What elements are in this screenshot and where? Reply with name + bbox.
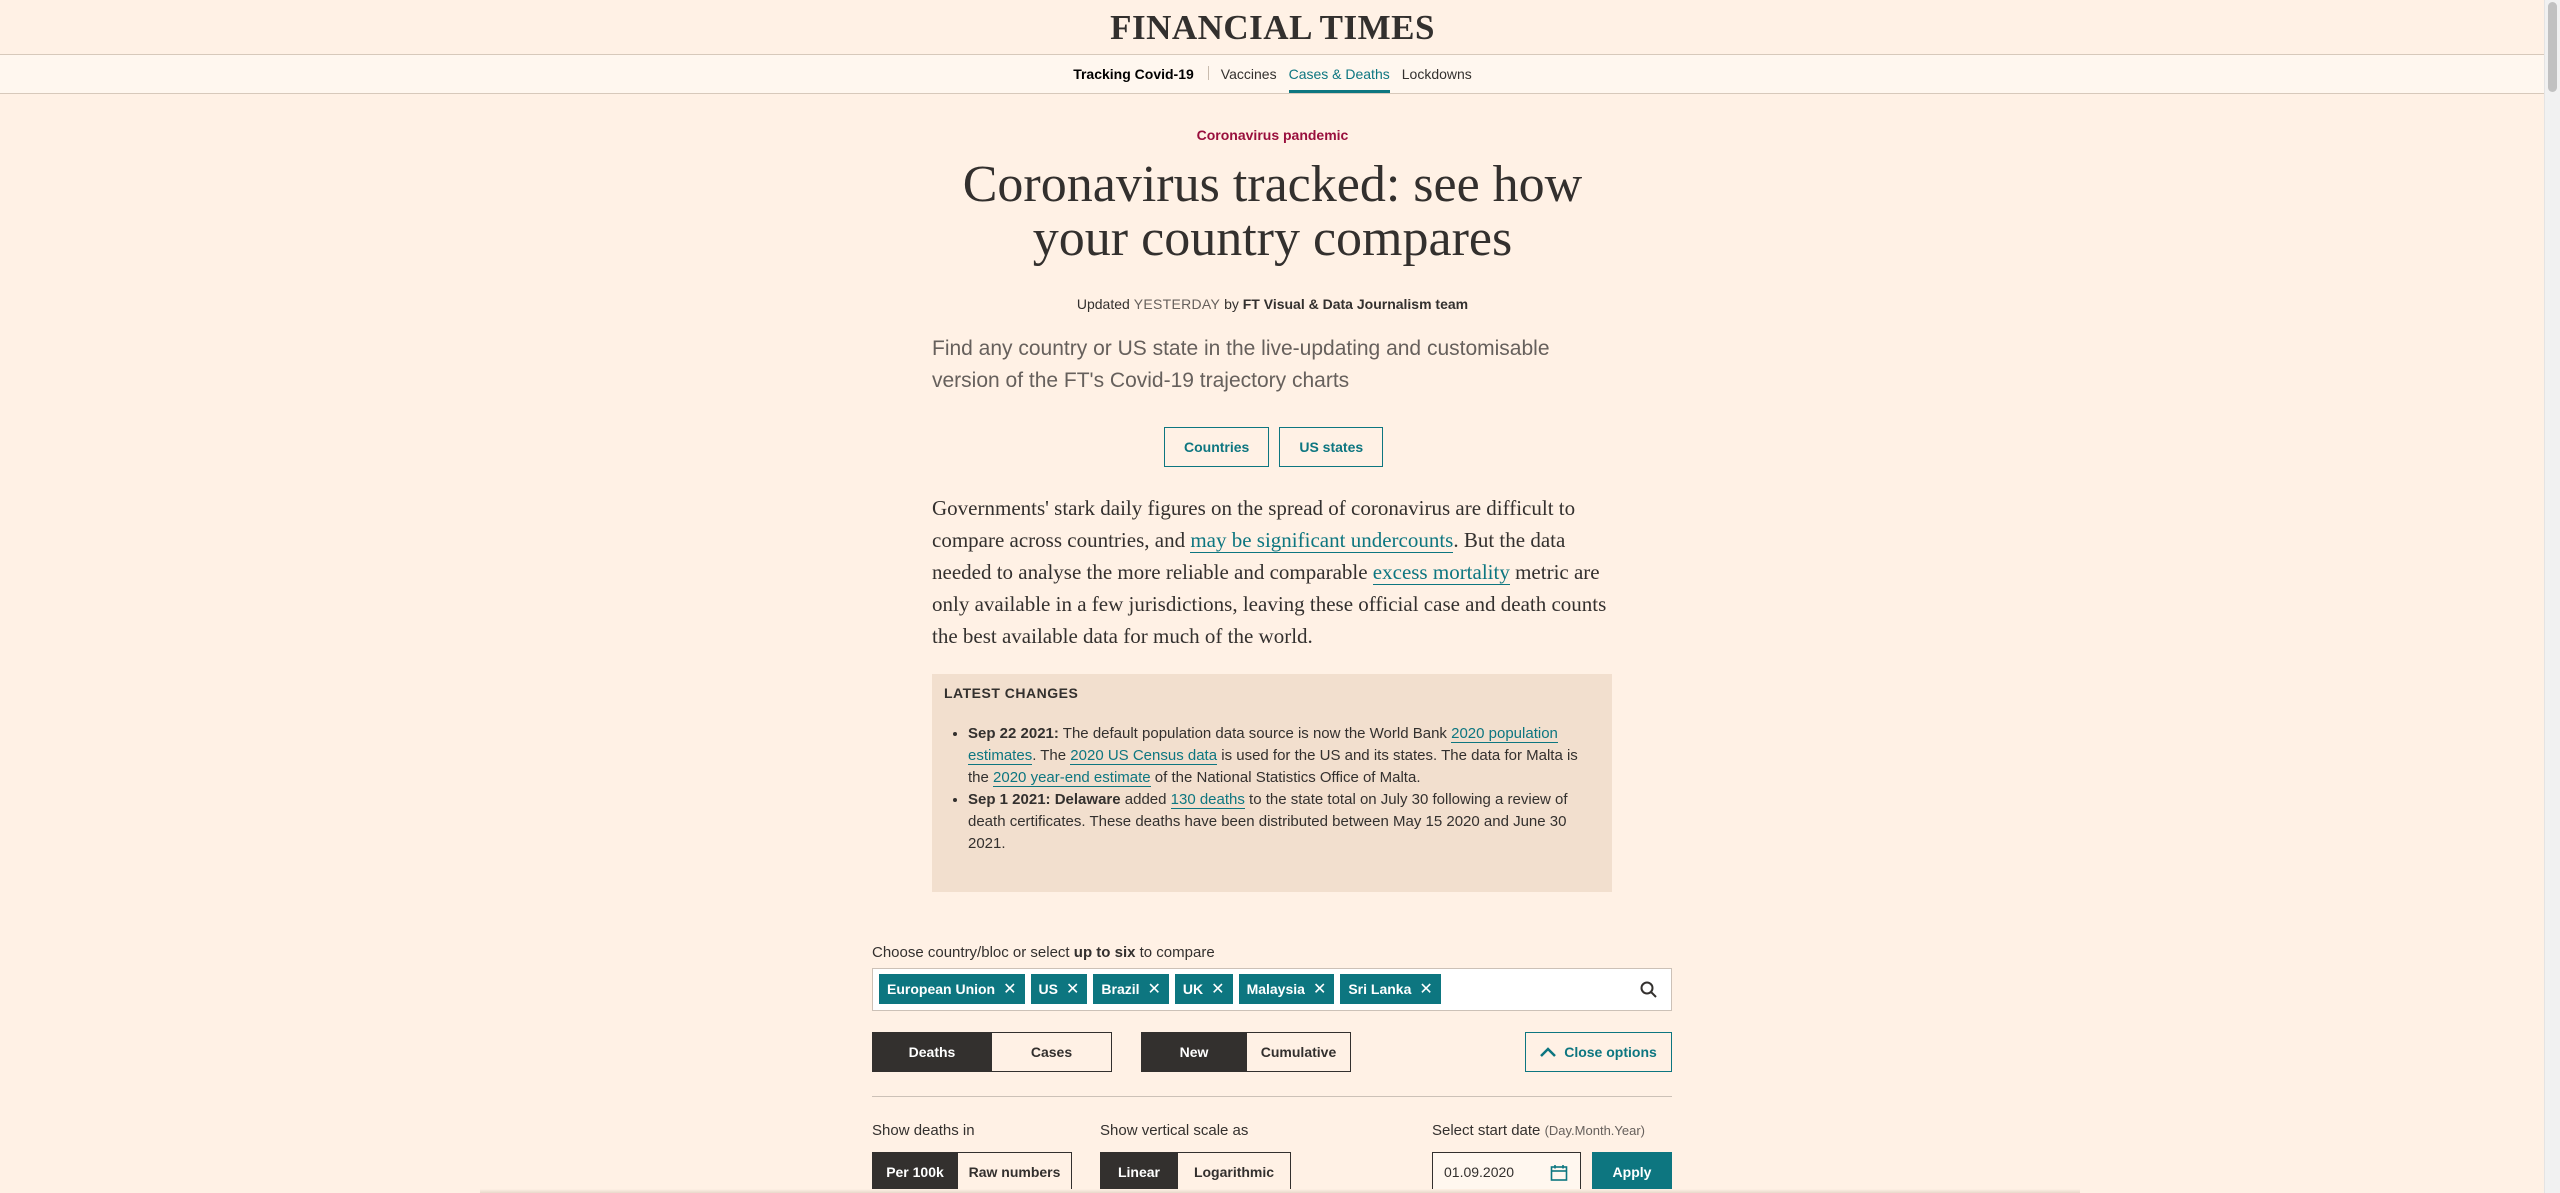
chip-label: Brazil	[1101, 981, 1140, 997]
nav-item-vaccines[interactable]: Vaccines	[1220, 66, 1277, 82]
start-date-label	[1432, 1122, 1645, 1139]
cumulative-option[interactable]: Cumulative	[1247, 1032, 1351, 1072]
year-end-estimate-link[interactable]: 2020 year-end estimate	[993, 769, 1151, 786]
latest-changes-box	[932, 674, 1612, 892]
tracking-nav	[0, 55, 2545, 94]
latest-changes-title: LATEST CHANGES	[944, 685, 1079, 701]
remove-icon[interactable]: ✕	[1065, 981, 1080, 998]
nav-item-cases-deaths[interactable]: Cases & Deaths	[1289, 55, 1390, 93]
chip-uk[interactable]	[1175, 974, 1233, 1004]
choose-label	[872, 944, 1215, 961]
body-text: Governments' stark daily figures on the spread of coronavirus are difficult to compare across countries, and	[932, 496, 1576, 552]
nav-section-title[interactable]: Tracking Covid-19	[1073, 66, 1209, 80]
vertical-scale-label: Show vertical scale as	[1100, 1122, 1249, 1139]
mode-toggle	[1141, 1032, 1351, 1072]
region-buttons	[1164, 427, 1383, 467]
change-text: added	[1120, 791, 1171, 808]
scrollbar-thumb[interactable]	[2548, 2, 2557, 92]
change-date: Sep 1 2021: Delaware	[968, 791, 1121, 808]
choose-text: to compare	[1135, 944, 1215, 961]
change-text: is used for the US and its states. The data for Malta is the	[968, 747, 1578, 786]
close-options-button[interactable]	[1525, 1032, 1672, 1072]
per-100k-option[interactable]: Per 100k	[872, 1152, 958, 1192]
body-text: . But the data needed to analyse the more reliable and comparable	[932, 528, 1566, 584]
deaths-link[interactable]: 130 deaths	[1170, 791, 1245, 808]
close-options-label: Close options	[1564, 1044, 1657, 1060]
remove-icon[interactable]: ✕	[1419, 981, 1433, 998]
change-date: Sep 22 2021:	[968, 725, 1059, 742]
body-text: metric are only available in a few jurisdictions, leaving these official case and death counts the best available data for much of the world.	[932, 560, 1607, 648]
chip-european-union[interactable]	[879, 974, 1025, 1004]
scale-toggle	[1100, 1152, 1291, 1192]
new-option[interactable]: New	[1141, 1032, 1247, 1072]
choose-limit: up to six	[1073, 944, 1136, 961]
byline-updated: Updated	[1076, 296, 1130, 312]
chip-label: UK	[1182, 981, 1204, 997]
start-date-text: Select start date	[1432, 1122, 1541, 1139]
selected-countries	[879, 974, 1441, 1004]
deaths-option[interactable]: Deaths	[872, 1032, 992, 1072]
chevron-up-icon	[1540, 1047, 1556, 1057]
undercounts-link[interactable]: may be significant undercounts	[1190, 528, 1454, 552]
chip-label: European Union	[887, 981, 996, 997]
show-deaths-label: Show deaths in	[872, 1122, 975, 1139]
changes-list	[944, 723, 1600, 855]
kicker[interactable]: Coronavirus pandemic	[1196, 127, 1349, 143]
change-text: . The	[1032, 747, 1071, 764]
remove-icon[interactable]: ✕	[1003, 981, 1017, 998]
start-date-field[interactable]	[1432, 1152, 1581, 1192]
cases-option[interactable]: Cases	[992, 1032, 1112, 1072]
deaths-unit-toggle	[872, 1152, 1072, 1192]
search-icon[interactable]	[1639, 980, 1659, 1000]
change-text: to the state total on July 30 following a review of death certificates. These deaths have been distributed between May 15 2020 and June 30 2021.	[968, 791, 1568, 852]
chip-malaysia[interactable]	[1239, 974, 1335, 1004]
bottom-edge	[480, 1189, 2080, 1193]
chip-sri-lanka[interactable]	[1340, 974, 1440, 1004]
us-states-button[interactable]: US states	[1279, 427, 1383, 467]
chip-label: Sri Lanka	[1348, 981, 1412, 997]
chip-label: Malaysia	[1246, 981, 1305, 997]
calendar-icon[interactable]	[1550, 1164, 1568, 1182]
start-date-value: 01.09.2020	[1444, 1164, 1515, 1180]
countries-button[interactable]: Countries	[1164, 427, 1269, 467]
country-search-input[interactable]	[872, 968, 1672, 1011]
chip-us[interactable]	[1031, 974, 1088, 1004]
remove-icon[interactable]: ✕	[1147, 981, 1161, 998]
census-data-link[interactable]: 2020 US Census data	[1070, 747, 1218, 764]
scrollbar[interactable]	[2544, 0, 2560, 1193]
date-format-hint: (Day.Month.Year)	[1544, 1123, 1646, 1138]
byline-by: by	[1224, 296, 1239, 312]
byline	[0, 296, 2545, 312]
apply-button[interactable]: Apply	[1592, 1152, 1672, 1192]
chip-label: US	[1038, 981, 1058, 997]
metric-toggle	[872, 1032, 1112, 1072]
list-item	[968, 789, 1600, 855]
ft-logo[interactable]: FINANCIAL TIMES	[1110, 8, 1435, 47]
masthead	[0, 0, 2545, 55]
change-text: of the National Statistics Office of Malta.	[1150, 769, 1421, 786]
body-paragraph	[932, 492, 1617, 652]
nav-item-lockdowns[interactable]: Lockdowns	[1401, 66, 1472, 82]
linear-option[interactable]: Linear	[1100, 1152, 1178, 1192]
byline-time: YESTERDAY	[1133, 296, 1221, 312]
logarithmic-option[interactable]: Logarithmic	[1178, 1152, 1291, 1192]
population-estimates-link[interactable]: 2020 population estimates	[968, 725, 1558, 764]
page-title: Coronavirus tracked: see how your country compares	[962, 156, 1583, 267]
raw-numbers-option[interactable]: Raw numbers	[958, 1152, 1072, 1192]
excess-mortality-link[interactable]: excess mortality	[1372, 560, 1510, 584]
standfirst: Find any country or US state in the live-updating and customisable version of the FT's Covid-19 trajectory charts	[932, 337, 1550, 392]
divider	[872, 1096, 1672, 1097]
chip-brazil[interactable]	[1093, 974, 1169, 1004]
choose-text: Choose country/bloc or select	[872, 944, 1074, 961]
change-text: The default population data source is now the World Bank	[1058, 725, 1452, 742]
remove-icon[interactable]: ✕	[1312, 981, 1327, 998]
list-item	[968, 723, 1600, 789]
byline-author[interactable]: FT Visual & Data Journalism team	[1242, 296, 1469, 312]
remove-icon[interactable]: ✕	[1211, 981, 1225, 998]
